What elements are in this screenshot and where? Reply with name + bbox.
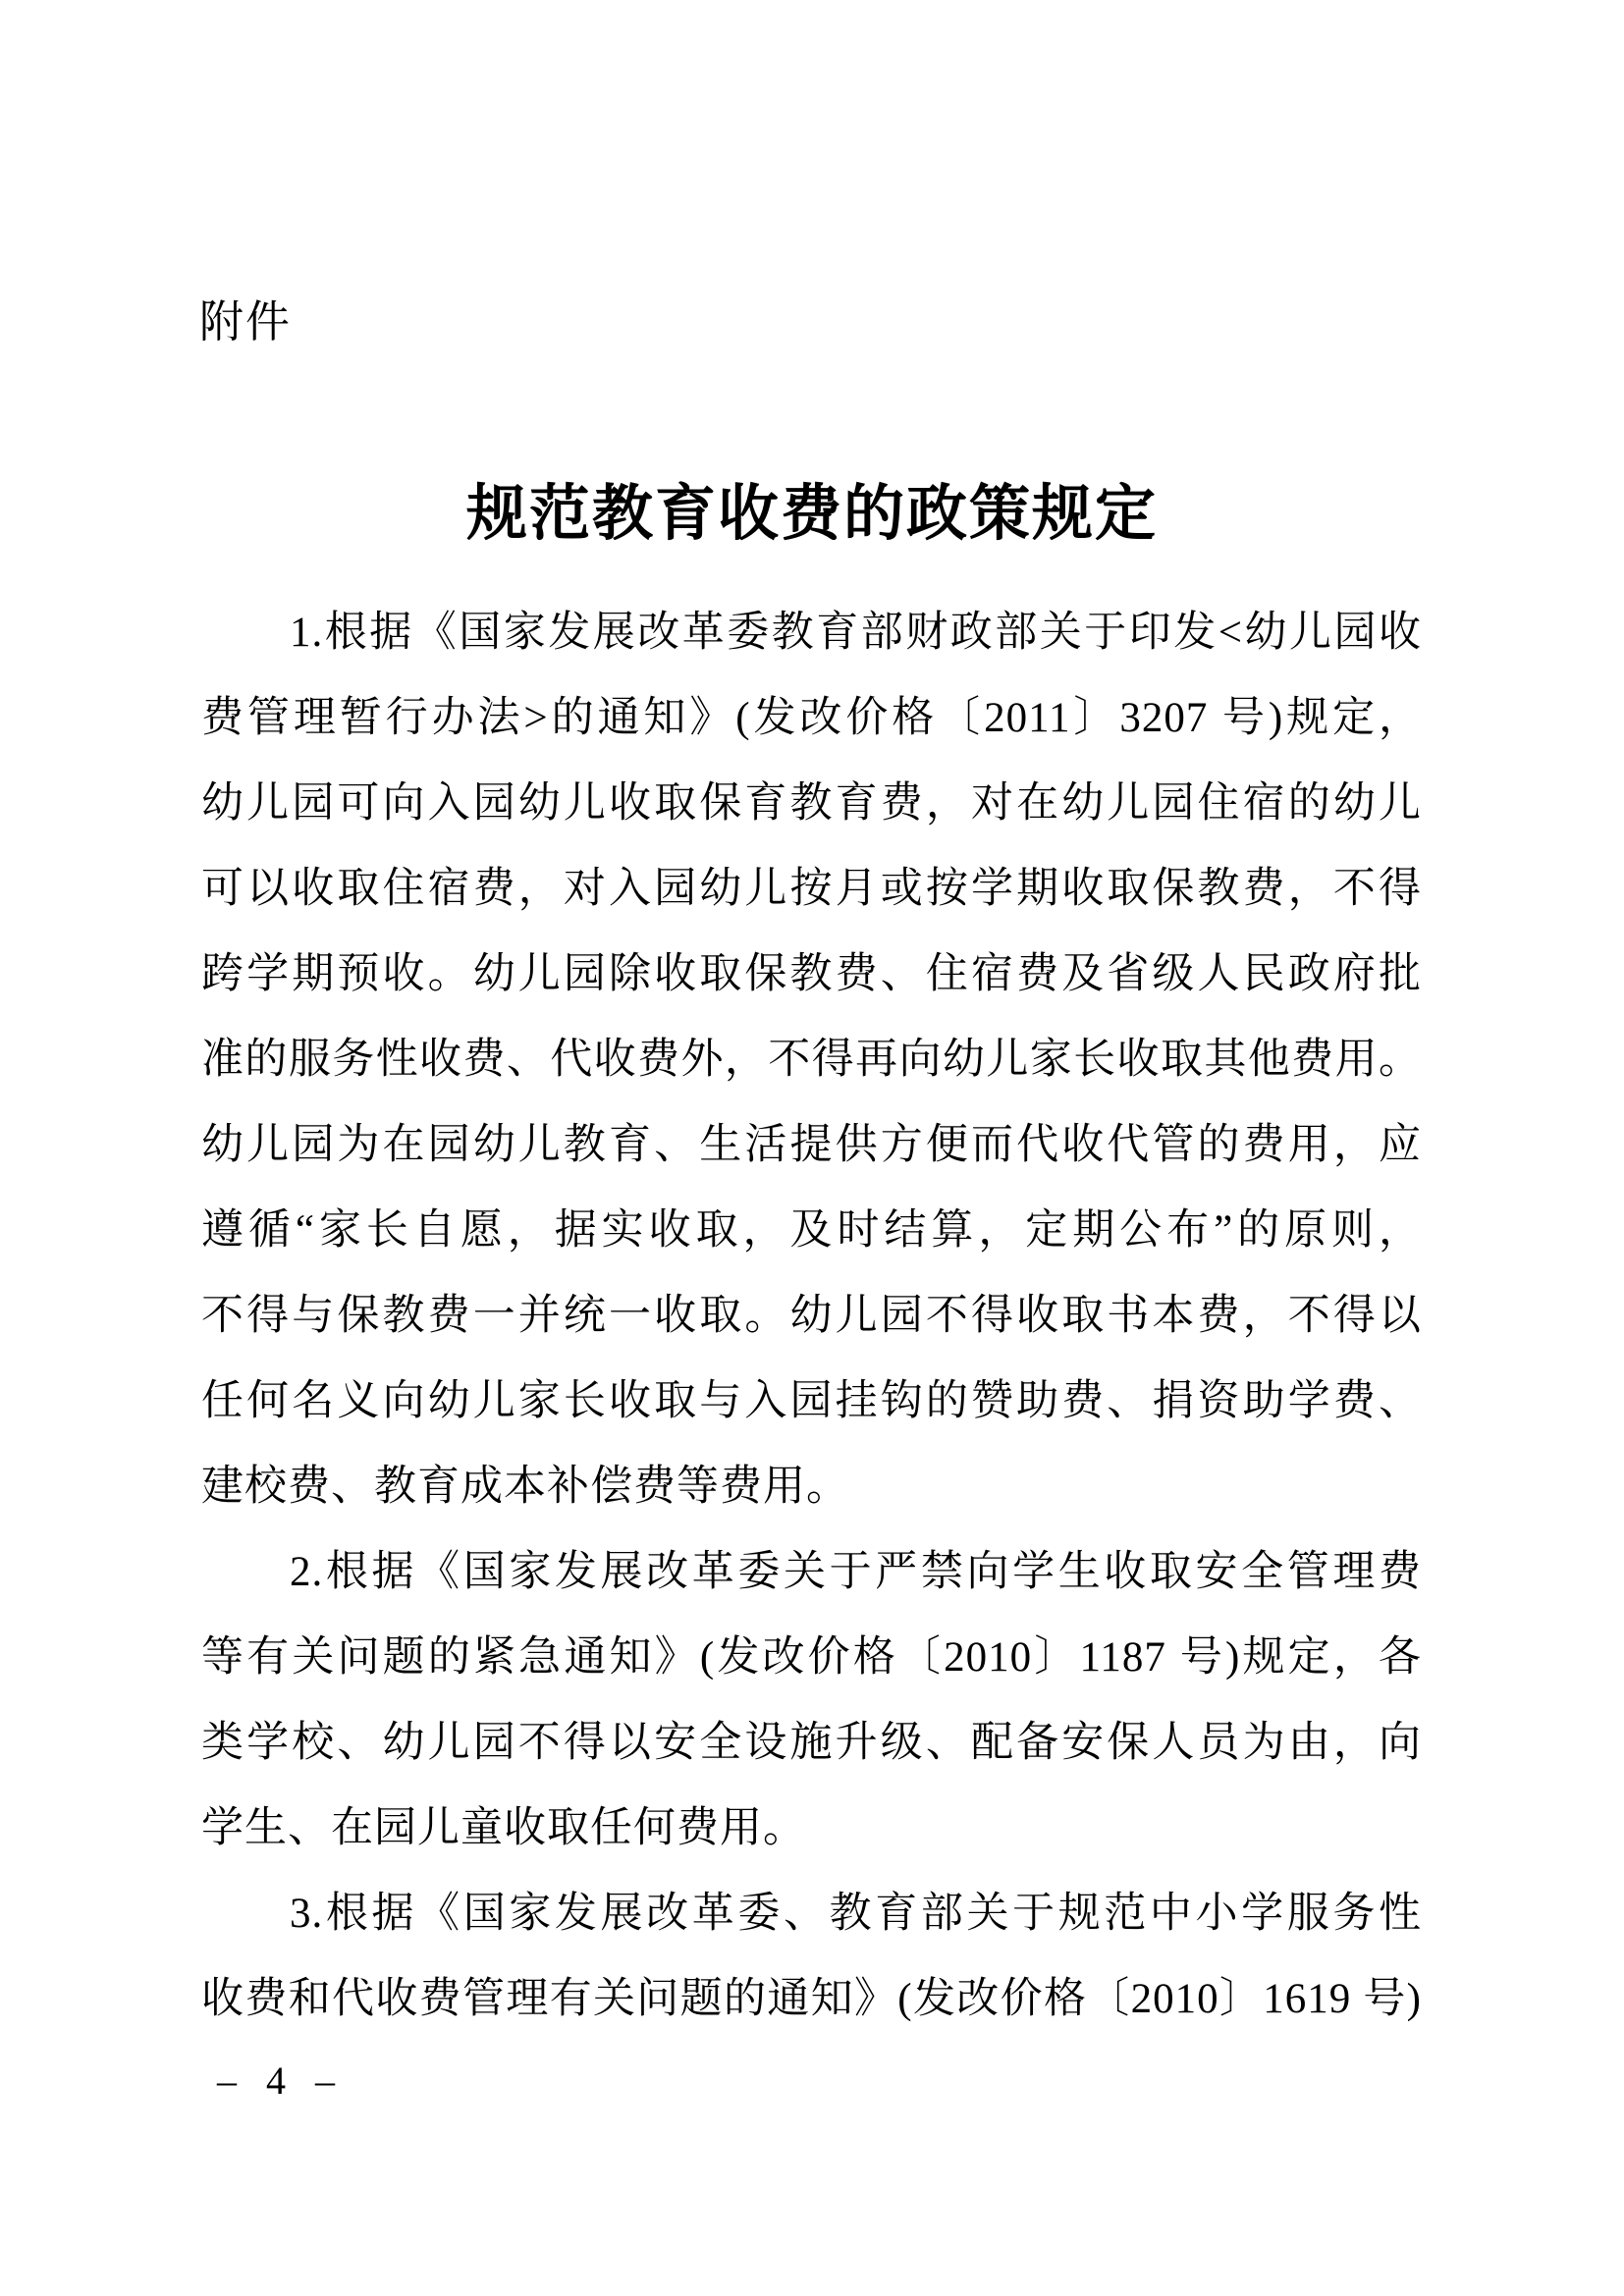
attachment-label: 附件 [199,296,293,347]
body-text-line: 幼儿园可向入园幼儿收取保育教育费，对在幼儿园住宿的幼儿 [201,780,1422,827]
body-text-line: 1.根据《国家发展改革委教育部财政部关于印发<幼儿园收 [290,610,1422,656]
page-number: – 4 – [217,2058,345,2103]
body-text-line: 2.根据《国家发展改革委关于严禁向学生收取安全管理费 [290,1549,1422,1595]
body-text-line: 类学校、幼儿园不得以安全设施升级、配备安保人员为由，向 [201,1720,1422,1766]
body-text-line: 收费和代收费管理有关问题的通知》(发改价格〔2010〕1619 号) [201,1976,1422,2022]
document-title: 规范教育收费的政策规定 [465,480,1158,548]
body-text-line: 学生、在园儿童收取任何费用。 [201,1805,806,1851]
body-text-line: 幼儿园为在园幼儿教育、生活提供方便而代收代管的费用，应 [201,1122,1422,1168]
body-text-line: 不得与保教费一并统一收取。幼儿园不得收取书本费，不得以 [201,1293,1422,1339]
body-text-line: 费管理暂行办法>的通知》(发改价格〔2011〕3207 号)规定， [201,695,1422,741]
body-text-line: 跨学期预收。幼儿园除收取保教费、住宿费及省级人民政府批 [201,951,1422,997]
body-text-line: 建校费、教育成本补偿费等费用。 [201,1464,849,1510]
body-text-line: 等有关问题的紧急通知》(发改价格〔2010〕1187 号)规定，各 [201,1634,1422,1681]
body-text-line: 准的服务性收费、代收费外，不得再向幼儿家长收取其他费用。 [201,1037,1422,1083]
paragraph-2 [201,1529,1422,1871]
paragraph-1 [201,590,1422,1529]
body-text-line: 3.根据《国家发展改革委、教育部关于规范中小学服务性 [290,1891,1422,1937]
body-text-line: 可以收取住宿费，对入园幼儿按月或按学期收取保教费，不得 [201,866,1422,912]
body-text-line: 任何名义向幼儿家长收取与入园挂钩的赞助费、捐资助学费、 [201,1378,1422,1424]
body-text-line: 遵循“家长自愿，据实收取，及时结算，定期公布”的原则， [201,1207,1422,1254]
paragraph-3 [201,1871,1422,2042]
document-body [201,590,1422,2042]
